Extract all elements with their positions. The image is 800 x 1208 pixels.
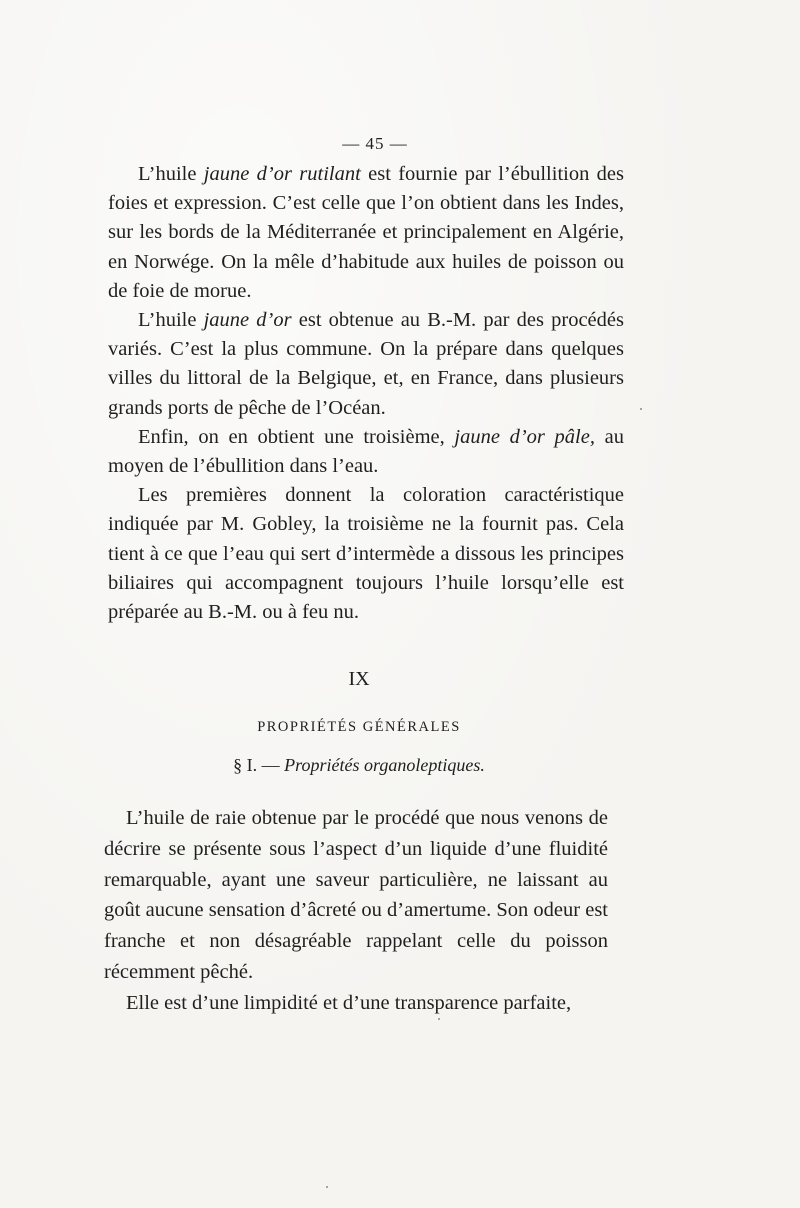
paragraph <box>108 423 624 481</box>
paragraph: L’huile de raie obtenue par le procédé que nous venons de décrire se présente sous l’aspect d’un liquide d’une fluidité remarquable, ayant une saveur particulière, ne laissant au goût aucune sensation d’âcreté ou d’amertume. Son odeur est franche et non désagréable rappelant celle du poisson récemment pêché. <box>104 807 608 983</box>
body-text-upper <box>108 160 624 627</box>
subsection-title: Propriétés organoleptiques. <box>284 755 485 775</box>
subsection-prefix: § I. — <box>233 755 285 775</box>
paragraph <box>108 306 624 423</box>
text-run: L’huile <box>138 163 204 185</box>
body-text-lower <box>104 803 608 1019</box>
paragraph <box>108 160 624 306</box>
paragraph: Elle est d’une limpidité et d’une transparence parfaite, <box>126 991 572 1014</box>
page-number: — 45 — <box>342 134 408 153</box>
scan-speck <box>326 1186 328 1188</box>
text-run: au moyen de l’ébullition dans l’eau. <box>108 425 624 478</box>
text-run: est obtenue au B.-M. par des procédés variés. C’est la plus commune. On la prépare dans quelques villes du littoral de la Belgique, et, en France, dans plusieurs grands ports de pêche de l’Océan. <box>108 309 624 419</box>
paragraph: Les premières donnent la coloration caractéristique indiquée par M. Gobley, la troisième ne la fournit pas. Cela tient à ce que l’eau qui sert d’intermède a dissous les principes biliaires qui accompagnent toujours l’huile lorsqu’elle est préparée au B.-M. ou à feu nu. <box>108 484 624 624</box>
scan-speck <box>640 408 642 410</box>
text-run: Enfin, on en obtient une troisième, <box>138 425 455 448</box>
section-number: IX <box>348 668 370 690</box>
text-run: L’huile <box>138 309 204 332</box>
scan-speck <box>438 1018 440 1020</box>
emphasis: jaune d’or rutilant <box>203 163 361 185</box>
subsection-heading <box>0 755 718 776</box>
text-run: est fournie par l’ébullition des foies et expression. C’est celle que l’on obtient dans les Indes, sur les bords de la Méditerranée et principalement en Algérie, en Norwége. On la mêle d’habitude aux huiles de poisson ou de foie de morue. <box>108 163 624 302</box>
emphasis: jaune d’or pâle, <box>454 425 595 448</box>
emphasis: jaune d’or <box>203 309 292 332</box>
section-title: PROPRIÉTÉS GÉNÉRALES <box>257 719 461 735</box>
